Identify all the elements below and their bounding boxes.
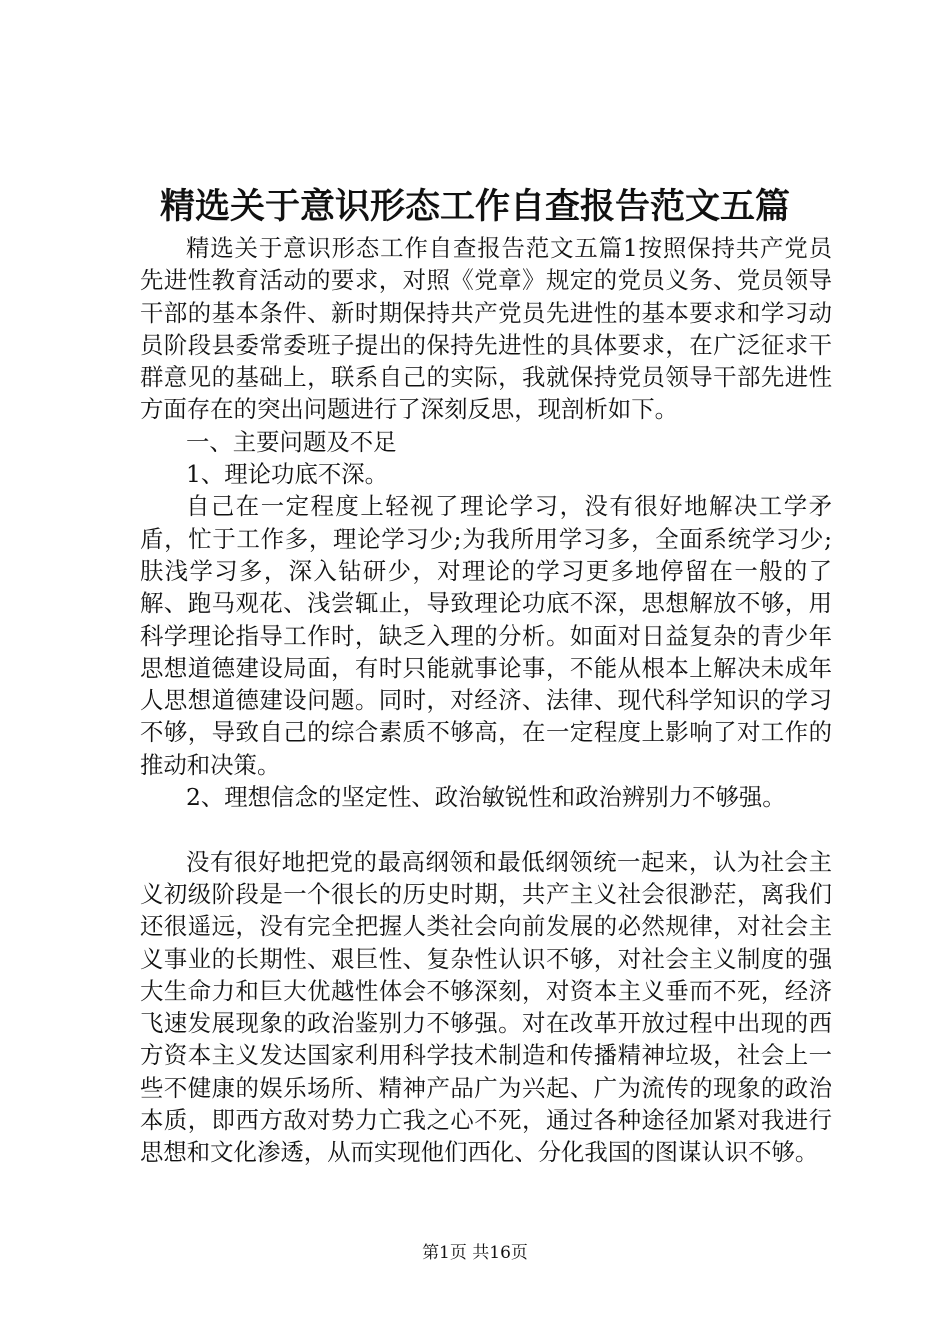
paragraph-ideals-beliefs: 没有很好地把党的最高纲领和最低纲领统一起来，认为社会主义初级阶段是一个很长的历史时期，共产主义社会很渺茫，离我们还很遥远，没有完全把握人类社会向前发展的必然规律，对社会主义事业的长期性、艰巨性、复杂性认识不够，对社会主义制度的强大生命力和巨大优越性体会不够深刻，对资本主义垂而不死，经济飞速发展现象的政治鉴别力不够强。对在改革开放过程中出现的西方资本主义发达国家利用科学技术制造和传播精神垃圾，社会上一些不健康的娱乐场所、精神产品广为兴起、广为流传的现象的政治本质，即西方敌对势力亡我之心不死，通过各种途径加紧对我进行思想和文化渗透，从而实现他们西化、分化我国的图谋认识不够。 bbox=[140, 847, 832, 1167]
section-heading-main-problems: 一、主要问题及不足 bbox=[186, 427, 397, 456]
page-number-footer: 第1页 共16页 bbox=[422, 1243, 528, 1263]
document-title: 精选关于意识形态工作自查报告范文五篇 bbox=[159, 186, 790, 227]
subheading-theory-foundation: 1、理论功底不深。 bbox=[186, 460, 389, 489]
document-body bbox=[140, 232, 832, 1169]
subheading-ideals-beliefs: 2、理想信念的坚定性、政治敏锐性和政治辨别力不够强。 bbox=[186, 783, 786, 812]
paragraph-theory-foundation: 自己在一定程度上轻视了理论学习，没有很好地解决工学矛盾，忙于工作多，理论学习少;为我所用学习多，全面系统学习少;肤浅学习多，深入钻研少，对理论的学习更多地停留在一般的了解、跑马观花、浅尝辄止，导致理论功底不深，思想解放不够，用科学理论指导工作时，缺乏入理的分析。如面对日益复杂的青少年思想道德建设局面，有时只能就事论事，不能从根本上解决未成年人思想道德建设问题。同时，对经济、法律、现代科学知识的学习不够，导致自己的综合素质不够高，在一定程度上影响了对工作的推动和决策。 bbox=[140, 492, 832, 779]
paragraph-intro: 精选关于意识形态工作自查报告范文五篇1按照保持共产党员先进性教育活动的要求，对照《党章》规定的党员义务、党员领导干部的基本条件、新时期保持共产党员先进性的基本要求和学习动员阶段县委常委班子提出的保持先进性的具体要求，在广泛征求干群意见的基础上，联系自己的实际，我就保持党员领导干部先进性方面存在的突出问题进行了深刻反思，现剖析如下。 bbox=[140, 234, 832, 424]
